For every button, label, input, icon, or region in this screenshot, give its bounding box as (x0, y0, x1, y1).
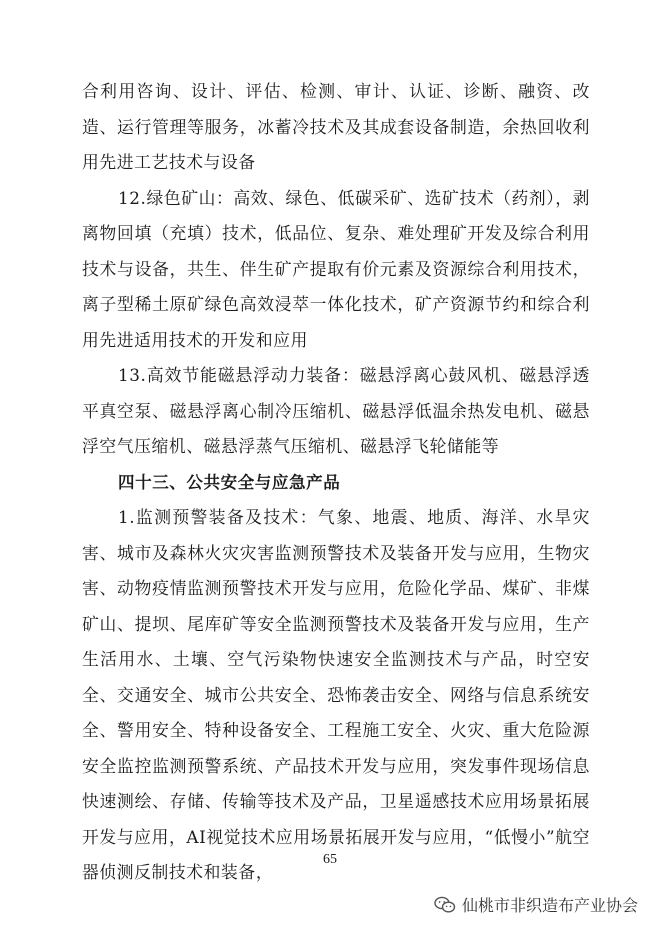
section-heading: 四十三、公共安全与应急产品 (118, 472, 341, 492)
paragraph-green-mines: 12.绿色矿山：高效、绿色、低碳采矿、选矿技术（药剂），剥离物回填（充填）技术，低品位、复杂、难处理矿开发及综合利用技术与设备，共生、伴生矿产提取有价元素及资源综合利用技术，离子型稀土原矿绿色高效浸萃一体化技术，矿产资源节约和综合利用先进适用技术的开发和应用 (82, 187, 591, 350)
paragraph-continuation: 合利用咨询、设计、评估、检测、审计、认证、诊断、融资、改造、运行管理等服务，冰蓄冷技术及其成套设备制造，余热回收利用先进工艺技术与设备 (82, 81, 590, 172)
watermark-text: 仙桃市非织造布产业协会 (461, 896, 638, 915)
watermark (434, 893, 638, 916)
wechat-icon (434, 896, 456, 914)
paragraph-monitoring-warning: 1.监测预警装备及技术：气象、地震、地质、海洋、水旱灾害、城市及森林火灾灾害监测预警技术及装备开发与应用，生物灾害、动物疫情监测预警技术开发与应用，危险化学品、煤矿、非煤矿山、提坝、尾库矿等安全监测预警技术及装备开发与应用，生产生活用水、土壤、空气污染物快速安全监测技术与产品，时空安全、交通安全、城市公共安全、恐怖袭击安全、网络与信息系统安全、警用安全、特种设备安全、工程施工安全、火灾、重大危险源安全监控监测预警系统、产品技术开发与应用，突发事件现场信息快速测绘、存储、传输等技术及产品，卫星遥感技术应用场景拓展开发与应用，AI视觉技术应用场景拓展开发与应用，“低慢小”航空器侦测反制技术和装备， (82, 507, 590, 882)
page-number: 65 (323, 852, 337, 867)
paragraph-maglev-equipment: 13.高效节能磁悬浮动力装备：磁悬浮离心鼓风机、磁悬浮透平真空泵、磁悬浮离心制冷压缩机、磁悬浮低温余热发电机、磁悬浮空气压缩机、磁悬浮蒸气压缩机、磁悬浮飞轮储能等 (82, 365, 590, 456)
body-text (82, 74, 590, 891)
